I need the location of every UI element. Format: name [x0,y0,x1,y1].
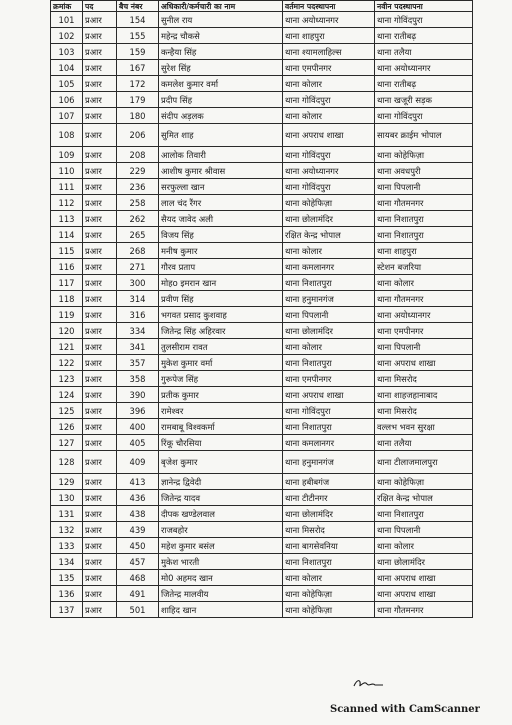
cell-new-posting: थाना अपराध शाखा [375,570,473,586]
cell-sno: 136 [51,586,83,602]
cell-post: प्रआर [83,60,117,76]
cell-sno: 132 [51,522,83,538]
table-row [51,435,473,451]
cell-new-posting: थाना पिपलानी [375,339,473,355]
cell-badge: 154 [117,12,159,28]
cell-post: प्रआर [83,554,117,570]
cell-badge: 314 [117,291,159,307]
cell-new-posting: थाना शाहजहानाबाद [375,387,473,403]
cell-badge: 450 [117,538,159,554]
cell-name: तुलसीराम रावत [159,339,283,355]
cell-post: प्रआर [83,522,117,538]
cell-post: प्रआर [83,92,117,108]
cell-post: प्रआर [83,124,117,147]
cell-current-posting: थाना मिसरोद [283,522,375,538]
cell-name: जितेन्द्र मालवीय [159,586,283,602]
cell-new-posting: वल्लभ भवन सुरक्षा [375,419,473,435]
cell-current-posting: थाना हबीबगंज [283,474,375,490]
cell-badge: 271 [117,259,159,275]
cell-name: मुकेश कुमार वर्मा [159,355,283,371]
cell-current-posting: थाना एमपीनगर [283,60,375,76]
cell-current-posting: थाना छोलामंदिर [283,211,375,227]
cell-name: गौरव प्रताप [159,259,283,275]
cell-name: मनीष कुमार [159,243,283,259]
cell-badge: 334 [117,323,159,339]
cell-badge: 179 [117,92,159,108]
cell-current-posting: थाना हनुमानगंज [283,291,375,307]
cell-current-posting: थाना छोलामंदिर [283,323,375,339]
cell-new-posting: थाना अपराध शाखा [375,586,473,602]
cell-new-posting: थाना गोविंदपुरा [375,108,473,124]
cell-new-posting: थाना निशातपुरा [375,211,473,227]
table-row [51,602,473,618]
table-row [51,179,473,195]
cell-badge: 390 [117,387,159,403]
cell-post: प्रआर [83,506,117,522]
cell-current-posting: थाना निशातपुरा [283,419,375,435]
cell-post: प्रआर [83,403,117,419]
cell-post: प्रआर [83,76,117,92]
scanner-watermark: Scanned with CamScanner [330,704,480,715]
table-row [51,108,473,124]
cell-current-posting: थाना बागसेवनिया [283,538,375,554]
cell-post: प्रआर [83,602,117,618]
cell-post: प्रआर [83,570,117,586]
cell-sno: 134 [51,554,83,570]
cell-name: आलोक तिवारी [159,147,283,163]
cell-post: प्रआर [83,451,117,474]
cell-sno: 137 [51,602,83,618]
cell-current-posting: थाना गोविंदपुरा [283,92,375,108]
table-row [51,243,473,259]
cell-name: सरफुल्ला खान [159,179,283,195]
cell-badge: 468 [117,570,159,586]
table-row [51,451,473,474]
table-row [51,92,473,108]
cell-name: प्रतीक कुमार [159,387,283,403]
cell-new-posting: थाना खजूरी सड़क [375,92,473,108]
cell-post: प्रआर [83,147,117,163]
table-row [51,227,473,243]
table-row [51,554,473,570]
cell-sno: 127 [51,435,83,451]
table-row [51,339,473,355]
cell-name: मोहo इमरान खान [159,275,283,291]
cell-new-posting: थाना कोहेफिज़ा [375,474,473,490]
cell-name: कन्हैया सिंह [159,44,283,60]
cell-current-posting: थाना अयोध्यानगर [283,163,375,179]
cell-sno: 117 [51,275,83,291]
cell-new-posting: थाना गोविंदपुरा [375,12,473,28]
cell-post: प्रआर [83,371,117,387]
cell-name: राजबहोर [159,522,283,538]
cell-badge: 358 [117,371,159,387]
cell-badge: 436 [117,490,159,506]
cell-badge: 439 [117,522,159,538]
header-name: अधिकारी/कर्मचारी का नाम [159,1,283,12]
cell-new-posting: थाना कोलार [375,538,473,554]
cell-sno: 105 [51,76,83,92]
table-row [51,490,473,506]
table-row [51,403,473,419]
cell-badge: 265 [117,227,159,243]
cell-post: प्रआर [83,474,117,490]
cell-sno: 107 [51,108,83,124]
cell-badge: 268 [117,243,159,259]
cell-current-posting: थाना कोलार [283,108,375,124]
cell-current-posting: थाना कोहेफिज़ा [283,195,375,211]
cell-current-posting: थाना निशातपुरा [283,554,375,570]
cell-sno: 120 [51,323,83,339]
table-row [51,419,473,435]
cell-badge: 457 [117,554,159,570]
cell-sno: 133 [51,538,83,554]
table-row [51,124,473,147]
header-sno: क्रमांक [51,1,83,12]
cell-current-posting: थाना अपराध शाखा [283,124,375,147]
cell-name: गुरूपेज सिंह [159,371,283,387]
cell-new-posting: थाना अपराध शाखा [375,355,473,371]
cell-current-posting: थाना गोविंदपुरा [283,403,375,419]
cell-current-posting: थाना अयोध्यानगर [283,12,375,28]
cell-post: प्रआर [83,195,117,211]
cell-name: ज्ञानेन्द्र द्विवेदी [159,474,283,490]
cell-name: सुनील राय [159,12,283,28]
cell-post: प्रआर [83,339,117,355]
cell-post: प्रआर [83,12,117,28]
table-row [51,275,473,291]
cell-new-posting: थाना मिसरोद [375,403,473,419]
cell-post: प्रआर [83,28,117,44]
cell-new-posting: थाना निशातपुरा [375,506,473,522]
cell-new-posting: थाना छोलामंदिर [375,554,473,570]
cell-sno: 114 [51,227,83,243]
cell-name: प्रदीप सिंह [159,92,283,108]
cell-current-posting: थाना निशातपुरा [283,275,375,291]
cell-current-posting: थाना अपराध शाखा [283,387,375,403]
cell-sno: 110 [51,163,83,179]
cell-sno: 129 [51,474,83,490]
cell-current-posting: थाना पिपलानी [283,307,375,323]
cell-current-posting: थाना कोलार [283,339,375,355]
table-row [51,195,473,211]
cell-post: प्रआर [83,355,117,371]
cell-sno: 106 [51,92,83,108]
table-row [51,44,473,60]
cell-post: प्रआर [83,259,117,275]
cell-badge: 491 [117,586,159,602]
cell-post: प्रआर [83,243,117,259]
cell-current-posting: थाना कमलानगर [283,435,375,451]
cell-sno: 115 [51,243,83,259]
cell-current-posting: थाना कोलार [283,570,375,586]
cell-post: प्रआर [83,163,117,179]
cell-name: जितेन्द्र यादव [159,490,283,506]
cell-badge: 438 [117,506,159,522]
cell-name: आशीष कुमार श्रीवास [159,163,283,179]
cell-new-posting: थाना गौतमनगर [375,602,473,618]
cell-name: सैयद जावेद अली [159,211,283,227]
cell-post: प्रआर [83,323,117,339]
cell-sno: 111 [51,179,83,195]
cell-name: जितेन्द्र सिंह अहिरवार [159,323,283,339]
cell-new-posting: थाना एमपीनगर [375,323,473,339]
table-row [51,538,473,554]
table-row [51,522,473,538]
cell-post: प्रआर [83,387,117,403]
cell-sno: 128 [51,451,83,474]
cell-new-posting: थाना टीलाजमालपुरा [375,451,473,474]
cell-sno: 123 [51,371,83,387]
cell-new-posting: थाना अवधपुरी [375,163,473,179]
cell-name: बृजेश कुमार [159,451,283,474]
cell-post: प्रआर [83,291,117,307]
cell-name: मो0 अहमद खान [159,570,283,586]
cell-sno: 126 [51,419,83,435]
cell-current-posting: रक्षित केन्द्र भोपाल [283,227,375,243]
cell-post: प्रआर [83,275,117,291]
cell-name: प्रवीण सिंह [159,291,283,307]
cell-current-posting: थाना छोलामंदिर [283,506,375,522]
cell-sno: 118 [51,291,83,307]
cell-name: दीपक खण्डेलवाल [159,506,283,522]
cell-badge: 155 [117,28,159,44]
cell-name: सुरेश सिंह [159,60,283,76]
cell-badge: 262 [117,211,159,227]
cell-name: रिंकू चौरसिया [159,435,283,451]
cell-current-posting: थाना एमपीनगर [283,371,375,387]
table-row [51,76,473,92]
cell-sno: 108 [51,124,83,147]
cell-sno: 109 [51,147,83,163]
cell-current-posting: थाना गोविंदपुरा [283,179,375,195]
transfer-table [50,0,473,618]
cell-sno: 116 [51,259,83,275]
cell-badge: 405 [117,435,159,451]
table-row [51,211,473,227]
table-row [51,474,473,490]
table-row [51,60,473,76]
cell-sno: 131 [51,506,83,522]
cell-current-posting: थाना कमलानगर [283,259,375,275]
cell-new-posting: थाना अयोध्यानगर [375,60,473,76]
cell-sno: 125 [51,403,83,419]
cell-sno: 113 [51,211,83,227]
cell-badge: 357 [117,355,159,371]
cell-sno: 121 [51,339,83,355]
cell-name: महेश कुमार बसंल [159,538,283,554]
cell-sno: 103 [51,44,83,60]
table-row [51,371,473,387]
cell-post: प्रआर [83,538,117,554]
cell-sno: 102 [51,28,83,44]
table-row [51,323,473,339]
cell-post: प्रआर [83,419,117,435]
cell-current-posting: थाना श्यामलाहिल्स [283,44,375,60]
cell-badge: 258 [117,195,159,211]
cell-badge: 229 [117,163,159,179]
signature-mark [352,676,386,690]
cell-sno: 124 [51,387,83,403]
cell-sno: 119 [51,307,83,323]
cell-post: प्रआर [83,490,117,506]
table-row [51,147,473,163]
table-row [51,28,473,44]
cell-post: प्रआर [83,179,117,195]
cell-name: रामबाबू विश्वकर्मा [159,419,283,435]
header-current-posting: वर्तमान पदस्थापना [283,1,375,12]
cell-name: भगवत प्रसाद कुशवाह [159,307,283,323]
cell-name: सुमित शाह [159,124,283,147]
cell-new-posting: थाना निशातपुरा [375,227,473,243]
table-row [51,570,473,586]
cell-post: प्रआर [83,108,117,124]
transfer-list-sheet [50,0,472,618]
cell-current-posting: थाना कोलार [283,76,375,92]
cell-new-posting: थाना मिसरोद [375,371,473,387]
cell-badge: 172 [117,76,159,92]
cell-sno: 122 [51,355,83,371]
cell-new-posting: थाना पिपलानी [375,179,473,195]
cell-new-posting: थाना तलैया [375,44,473,60]
cell-post: प्रआर [83,44,117,60]
table-row [51,12,473,28]
table-row [51,586,473,602]
table-row [51,163,473,179]
cell-new-posting: थाना कोलार [375,275,473,291]
cell-badge: 236 [117,179,159,195]
cell-post: प्रआर [83,435,117,451]
cell-new-posting: थाना रातीबढ़ [375,76,473,92]
cell-name: मुकेश भारती [159,554,283,570]
table-row [51,387,473,403]
cell-new-posting: थाना तलैया [375,435,473,451]
cell-new-posting: थाना शाहपुरा [375,243,473,259]
cell-badge: 206 [117,124,159,147]
cell-current-posting: थाना कोहेफिज़ा [283,602,375,618]
header-badge: बैच नंबर [117,1,159,12]
cell-name: शाहिद खान [159,602,283,618]
table-body [51,12,473,618]
cell-sno: 101 [51,12,83,28]
table-row [51,506,473,522]
cell-sno: 135 [51,570,83,586]
cell-new-posting: थाना गौतमनगर [375,195,473,211]
cell-current-posting: थाना कोहेफिज़ा [283,586,375,602]
cell-badge: 341 [117,339,159,355]
cell-new-posting: थाना रातीबढ़ [375,28,473,44]
cell-post: प्रआर [83,586,117,602]
cell-new-posting: स्टेशन बजरिया [375,259,473,275]
cell-badge: 501 [117,602,159,618]
cell-new-posting: थाना गौतमनगर [375,291,473,307]
cell-post: प्रआर [83,307,117,323]
cell-name: महेन्द्र चौकसे [159,28,283,44]
cell-name: रामेश्वर [159,403,283,419]
cell-sno: 112 [51,195,83,211]
cell-new-posting: सायबर क्राईम भोपाल [375,124,473,147]
cell-name: कमलेश कुमार वर्मा [159,76,283,92]
table-row [51,355,473,371]
cell-current-posting: थाना कोलार [283,243,375,259]
header-post: पद [83,1,117,12]
cell-badge: 396 [117,403,159,419]
header-new-posting: नवीन पदस्थापना [375,1,473,12]
cell-current-posting: थाना हनुमानगंज [283,451,375,474]
cell-current-posting: थाना गोविंदपुरा [283,147,375,163]
cell-badge: 409 [117,451,159,474]
table-row [51,291,473,307]
cell-badge: 316 [117,307,159,323]
cell-name: संदीप अड़लक [159,108,283,124]
cell-badge: 159 [117,44,159,60]
cell-new-posting: थाना अयोध्यानगर [375,307,473,323]
cell-post: प्रआर [83,227,117,243]
cell-badge: 167 [117,60,159,76]
cell-new-posting: रक्षित केन्द्र भोपाल [375,490,473,506]
cell-new-posting: थाना पिपलानी [375,522,473,538]
cell-sno: 104 [51,60,83,76]
cell-current-posting: थाना शाहपुरा [283,28,375,44]
cell-post: प्रआर [83,211,117,227]
cell-badge: 300 [117,275,159,291]
cell-current-posting: थाना टीटीनगर [283,490,375,506]
table-row [51,307,473,323]
cell-new-posting: थाना कोहेफिज़ा [375,147,473,163]
cell-name: लाल चंद रैंगर [159,195,283,211]
cell-name: विजय सिंह [159,227,283,243]
table-row [51,259,473,275]
cell-badge: 413 [117,474,159,490]
header-row [51,1,473,12]
cell-badge: 208 [117,147,159,163]
cell-badge: 400 [117,419,159,435]
cell-sno: 130 [51,490,83,506]
cell-current-posting: थाना निशातपुरा [283,355,375,371]
cell-badge: 180 [117,108,159,124]
